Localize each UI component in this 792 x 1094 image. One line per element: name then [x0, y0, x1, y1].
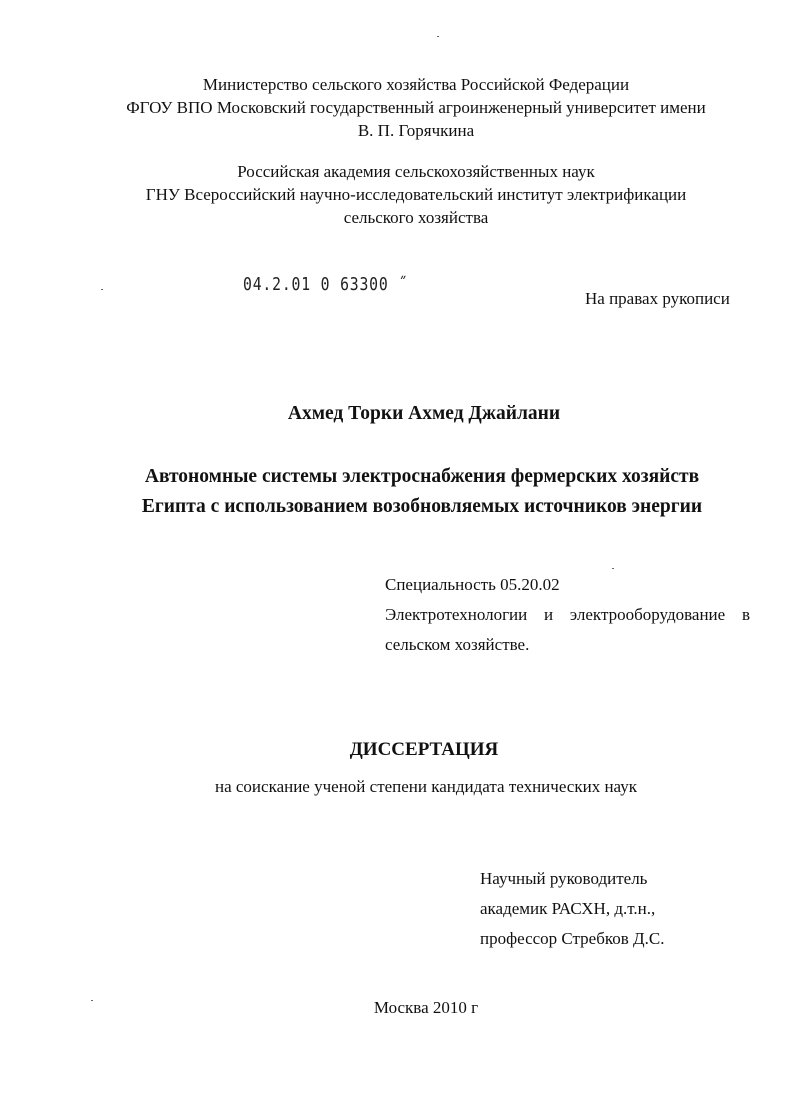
- city-year: Москва 2010 г: [373, 998, 479, 1017]
- ministry-line-1: Министерство сельского хозяйства Российской Федерации: [202, 75, 630, 94]
- supervisor-line-1: Научный руководитель: [480, 869, 648, 888]
- title-line-1: Автономные системы электроснабжения фермерских хозяйств: [144, 466, 700, 487]
- scan-speck: [437, 36, 439, 37]
- thesis-title: [26, 462, 792, 522]
- specialty-name-line-1: Электротехнологии и электрооборудование в: [385, 605, 750, 624]
- supervisor-line-3: профессор Стребков Д.С.: [480, 929, 665, 948]
- catalog-number: 04.2.01 0 63300 ˝: [243, 274, 409, 295]
- specialty-name-line-2: сельском хозяйстве.: [385, 635, 530, 654]
- supervisor-line-2: академик РАСХН, д.т.н.,: [480, 899, 656, 918]
- degree-line: на соискание ученой степени кандидата технических наук: [214, 777, 637, 796]
- academy-line-1: Российская академия сельскохозяйственных наук: [237, 162, 595, 181]
- scan-speck: [612, 568, 614, 569]
- scan-speck: [91, 1000, 93, 1001]
- ministry-line-3: В. П. Горячкина: [357, 121, 475, 140]
- specialty-code: Специальность 05.20.02: [385, 575, 560, 594]
- academy-line-2: ГНУ Всероссийский научно-исследовательский институт электрификации: [145, 185, 687, 204]
- supervisor-block: [480, 864, 664, 954]
- academy-header: [36, 160, 792, 229]
- specialty-block: [385, 570, 750, 660]
- author-name: Ахмед Торки Ахмед Джайлани: [287, 403, 561, 424]
- document-type: ДИССЕРТАЦИЯ: [349, 739, 499, 760]
- rights-label: На правах рукописи: [585, 289, 730, 308]
- scan-speck: [101, 289, 103, 290]
- ministry-header: [36, 73, 792, 142]
- ministry-line-2: ФГОУ ВПО Московский государственный агроинженерный университет имени: [126, 98, 706, 117]
- title-line-2: Египта с использованием возобновляемых источников энергии: [141, 496, 703, 517]
- academy-line-3: сельского хозяйства: [343, 208, 489, 227]
